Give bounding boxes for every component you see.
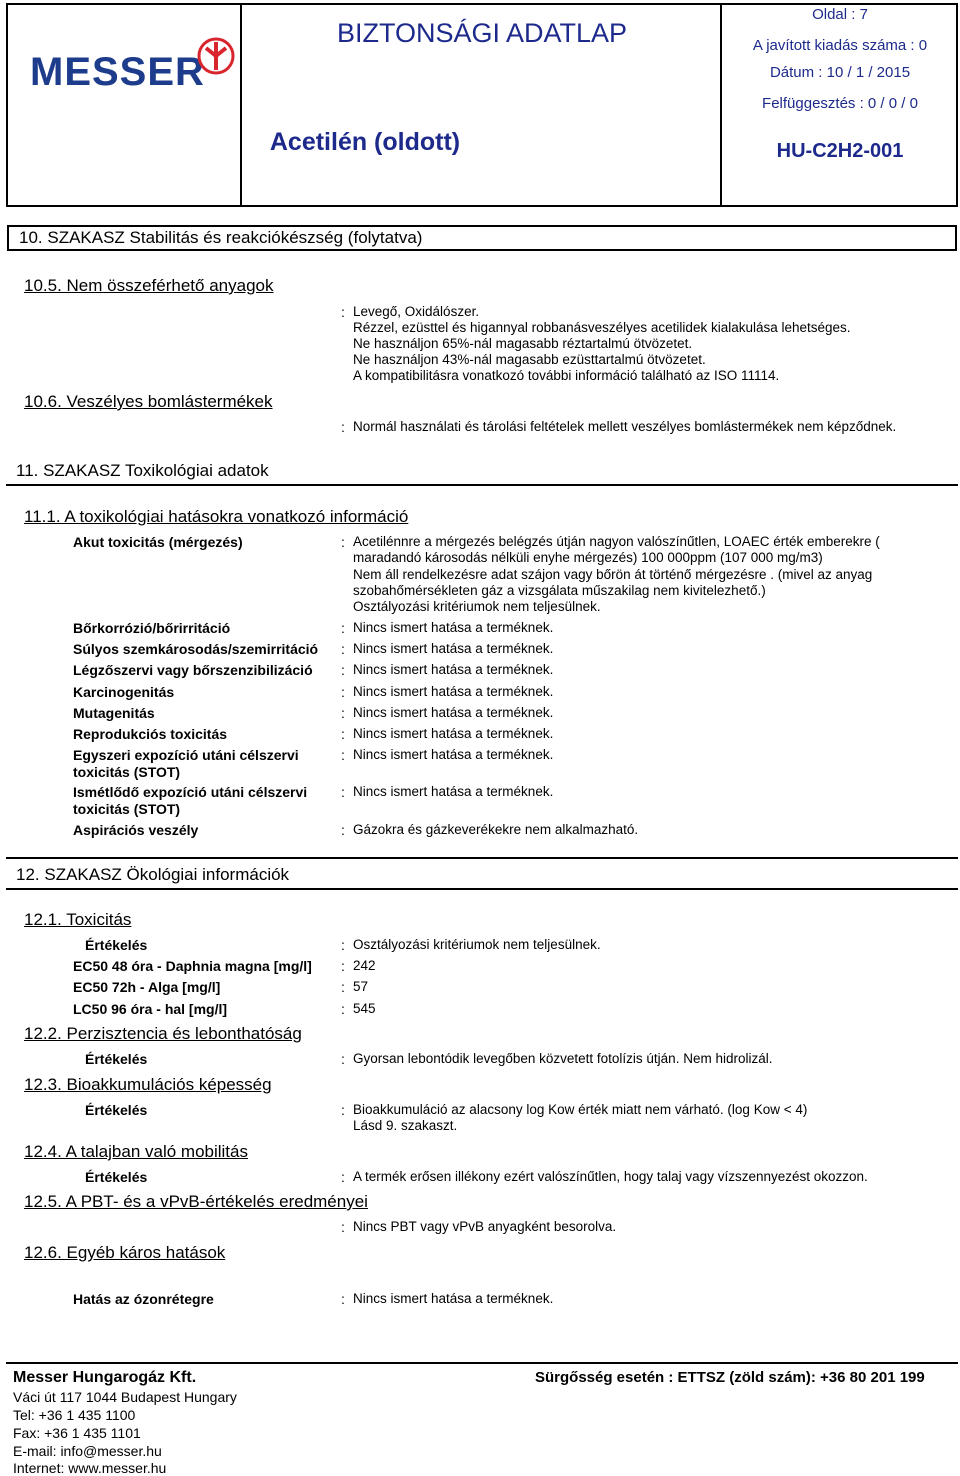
- evaluation-label: Értékelés: [85, 1169, 148, 1185]
- document-title: BIZTONSÁGI ADATLAP: [336, 18, 628, 48]
- ec50-daphnia-value: 242: [353, 958, 376, 973]
- acute-line: maradandó károsodás nélküli enyhe mérgezés) 100 000ppm (107 000 mg/m3): [353, 550, 823, 565]
- tox-row-value: Nincs ismert hatása a terméknek.: [353, 726, 554, 741]
- tox-row-label: Mutagenitás: [73, 705, 155, 721]
- evaluation-value: Osztályozási kritériumok nem teljesülnek.: [353, 937, 601, 952]
- tox-row-label: Súlyos szemkárosodás/szemirritáció: [73, 641, 319, 657]
- stot-re-label: Ismétlődő expozíció utáni célszervi: [73, 784, 308, 800]
- footer-divider: [6, 1362, 958, 1364]
- s105-line: A kompatibilitásra vonatkozó további információ található az ISO 11114.: [353, 368, 780, 383]
- colon: :: [341, 419, 345, 435]
- company-logo: MESSER: [30, 50, 205, 94]
- colon: :: [341, 1001, 345, 1017]
- section-divider: [6, 888, 958, 890]
- stot-se-value: Nincs ismert hatása a terméknek.: [353, 747, 554, 762]
- evaluation-value: Gyorsan lebontódik levegőben közvetett fotolízis útján. Nem hidrolizál.: [353, 1051, 773, 1066]
- colon: :: [341, 705, 345, 721]
- ozone-label: Hatás az ózonrétegre: [73, 1291, 214, 1307]
- tox-row-label: Karcinogenitás: [73, 684, 175, 700]
- colon: :: [341, 684, 345, 700]
- tox-row-label: Reprodukciós toxicitás: [73, 726, 228, 742]
- stot-re-label: toxicitás (STOT): [73, 801, 181, 817]
- suspension-date: Felfüggesztés : 0 / 0 / 0: [762, 95, 918, 112]
- evaluation-label: Értékelés: [85, 1102, 148, 1118]
- evaluation-value: A termék erősen illékony ezért valószínűtlen, hogy talaj vagy vízszennyezést okozzon.: [353, 1169, 868, 1184]
- section-11-title: 11. SZAKASZ Toxikológiai adatok: [16, 461, 269, 480]
- colon: :: [341, 1051, 345, 1067]
- tox-row-value: Nincs ismert hatása a terméknek.: [353, 684, 554, 699]
- stot-re-value: Nincs ismert hatása a terméknek.: [353, 784, 554, 799]
- stot-se-label: toxicitás (STOT): [73, 764, 181, 780]
- tox-row-label: Légzőszervi vagy bőrszenzibilizáció: [73, 662, 313, 678]
- subsection-10-5-title: 10.5. Nem összeférhető anyagok: [24, 276, 274, 295]
- revision-number: A javított kiadás száma : 0: [752, 37, 928, 54]
- colon: :: [341, 1291, 345, 1307]
- footer-address: Váci út 117 1044 Budapest Hungary: [13, 1389, 237, 1405]
- colon: :: [341, 726, 345, 742]
- colon: :: [341, 822, 345, 838]
- colon: :: [341, 958, 345, 974]
- product-name: Acetilén (oldott): [269, 128, 461, 156]
- revision-date: Dátum : 10 / 1 / 2015: [769, 64, 911, 81]
- messer-logo-icon: [196, 36, 236, 76]
- ec50-alga-label: EC50 72h - Alga [mg/l]: [73, 979, 221, 995]
- section-10-title: 10. SZAKASZ Stabilitás és reakciókészség (folytatva): [7, 225, 957, 251]
- ozone-value: Nincs ismert hatása a terméknek.: [353, 1291, 554, 1306]
- subsection-12-1-title: 12.1. Toxicitás: [24, 910, 132, 929]
- colon: :: [341, 979, 345, 995]
- section-divider: [6, 484, 958, 486]
- footer-tel: Tel: +36 1 435 1100: [13, 1407, 136, 1423]
- ec50-alga-value: 57: [353, 979, 369, 994]
- colon: :: [341, 747, 345, 763]
- subsection-12-2-title: 12.2. Perzisztencia és lebonthatóság: [24, 1024, 302, 1043]
- s105-line: Ne használjon 65%-nál magasabb réztartalmú ötvözetet.: [353, 336, 693, 351]
- acute-toxicity-label: Akut toxicitás (mérgezés): [73, 534, 243, 550]
- evaluation-value: Bioakkumuláció az alacsony log Kow érték miatt nem várható. (log Kow < 4): [353, 1102, 808, 1117]
- aspiration-label: Aspirációs veszély: [73, 822, 199, 838]
- colon: :: [341, 1102, 345, 1118]
- colon: :: [341, 620, 345, 636]
- colon: :: [341, 937, 345, 953]
- colon: :: [341, 784, 345, 800]
- s105-line: Levegő, Oxidálószer.: [353, 304, 480, 319]
- subsection-12-5-title: 12.5. A PBT- és a vPvB-értékelés eredményei: [24, 1192, 368, 1211]
- section-12-title: 12. SZAKASZ Ökológiai információk: [16, 865, 290, 884]
- colon: :: [341, 641, 345, 657]
- tox-row-label: Bőrkorrózió/bőrirritáció: [73, 620, 231, 636]
- acute-line: Acetilénnre a mérgezés belégzés útján nagyon valószínűtlen, LOAEC érték emberekre (: [353, 534, 880, 549]
- colon: :: [341, 304, 345, 320]
- colon: :: [341, 1219, 345, 1235]
- lc50-value: 545: [353, 1001, 376, 1016]
- subsection-10-6-title: 10.6. Veszélyes bomlástermékek: [24, 392, 273, 411]
- subsection-12-6-title: 12.6. Egyéb káros hatások: [24, 1243, 226, 1262]
- s106-text: Normál használati és tárolási feltételek mellett veszélyes bomlástermékek nem képződnek.: [353, 419, 897, 434]
- ec50-daphnia-label: EC50 48 óra - Daphnia magna [mg/l]: [73, 958, 312, 974]
- evaluation-label: Értékelés: [85, 1051, 148, 1067]
- subsection-12-4-title: 12.4. A talajban való mobilitás: [24, 1142, 248, 1161]
- product-code: HU-C2H2-001: [776, 140, 904, 162]
- subsection-11-1-title: 11.1. A toxikológiai hatásokra vonatkozó információ: [24, 507, 409, 526]
- tox-row-value: Nincs ismert hatása a terméknek.: [353, 620, 554, 635]
- tox-row-value: Nincs ismert hatása a terméknek.: [353, 705, 554, 720]
- section-divider: [6, 857, 958, 859]
- acute-line: Nem áll rendelkezésre adat szájon vagy bőrön át történő mérgezésre . (mivel az anyag: [353, 567, 873, 582]
- colon: :: [341, 662, 345, 678]
- evaluation-value: Lásd 9. szakaszt.: [353, 1118, 458, 1133]
- lc50-label: LC50 96 óra - hal [mg/l]: [73, 1001, 228, 1017]
- subsection-12-3-title: 12.3. Bioakkumulációs képesség: [24, 1075, 272, 1094]
- footer-email: E-mail: info@messer.hu: [13, 1443, 162, 1459]
- s105-line: Ne használjon 43%-nál magasabb ezüsttartalmú ötvözetet.: [353, 352, 706, 367]
- tox-row-value: Nincs ismert hatása a terméknek.: [353, 662, 554, 677]
- acute-line: Osztályozási kritériumok nem teljesülnek.: [353, 599, 601, 614]
- colon: :: [341, 534, 345, 550]
- footer-fax: Fax: +36 1 435 1101: [13, 1425, 141, 1441]
- page-number: Oldal : 7: [812, 6, 868, 23]
- colon: :: [341, 1169, 345, 1185]
- stot-se-label: Egyszeri expozíció utáni célszervi: [73, 747, 299, 763]
- footer-company: Messer Hungarogáz Kft.: [13, 1369, 197, 1386]
- tox-row-value: Nincs ismert hatása a terméknek.: [353, 641, 554, 656]
- evaluation-label: Értékelés: [85, 937, 148, 953]
- acute-line: szobahőmérsékleten gáz a vizsgálata műszakilag nem kivitelezhető.): [353, 583, 766, 598]
- aspiration-value: Gázokra és gázkeverékekre nem alkalmazható.: [353, 822, 639, 837]
- footer-emergency: Sürgősség esetén : ETTSZ (zöld szám): +36 80 201 199: [535, 1369, 925, 1386]
- s105-line: Rézzel, ezüsttel és higannyal robbanásveszélyes acetilidek kialakulása lehetséges.: [353, 320, 851, 335]
- footer-internet: Internet: www.messer.hu: [13, 1460, 167, 1476]
- pbt-value: Nincs PBT vagy vPvB anyagként besorolva.: [353, 1219, 617, 1234]
